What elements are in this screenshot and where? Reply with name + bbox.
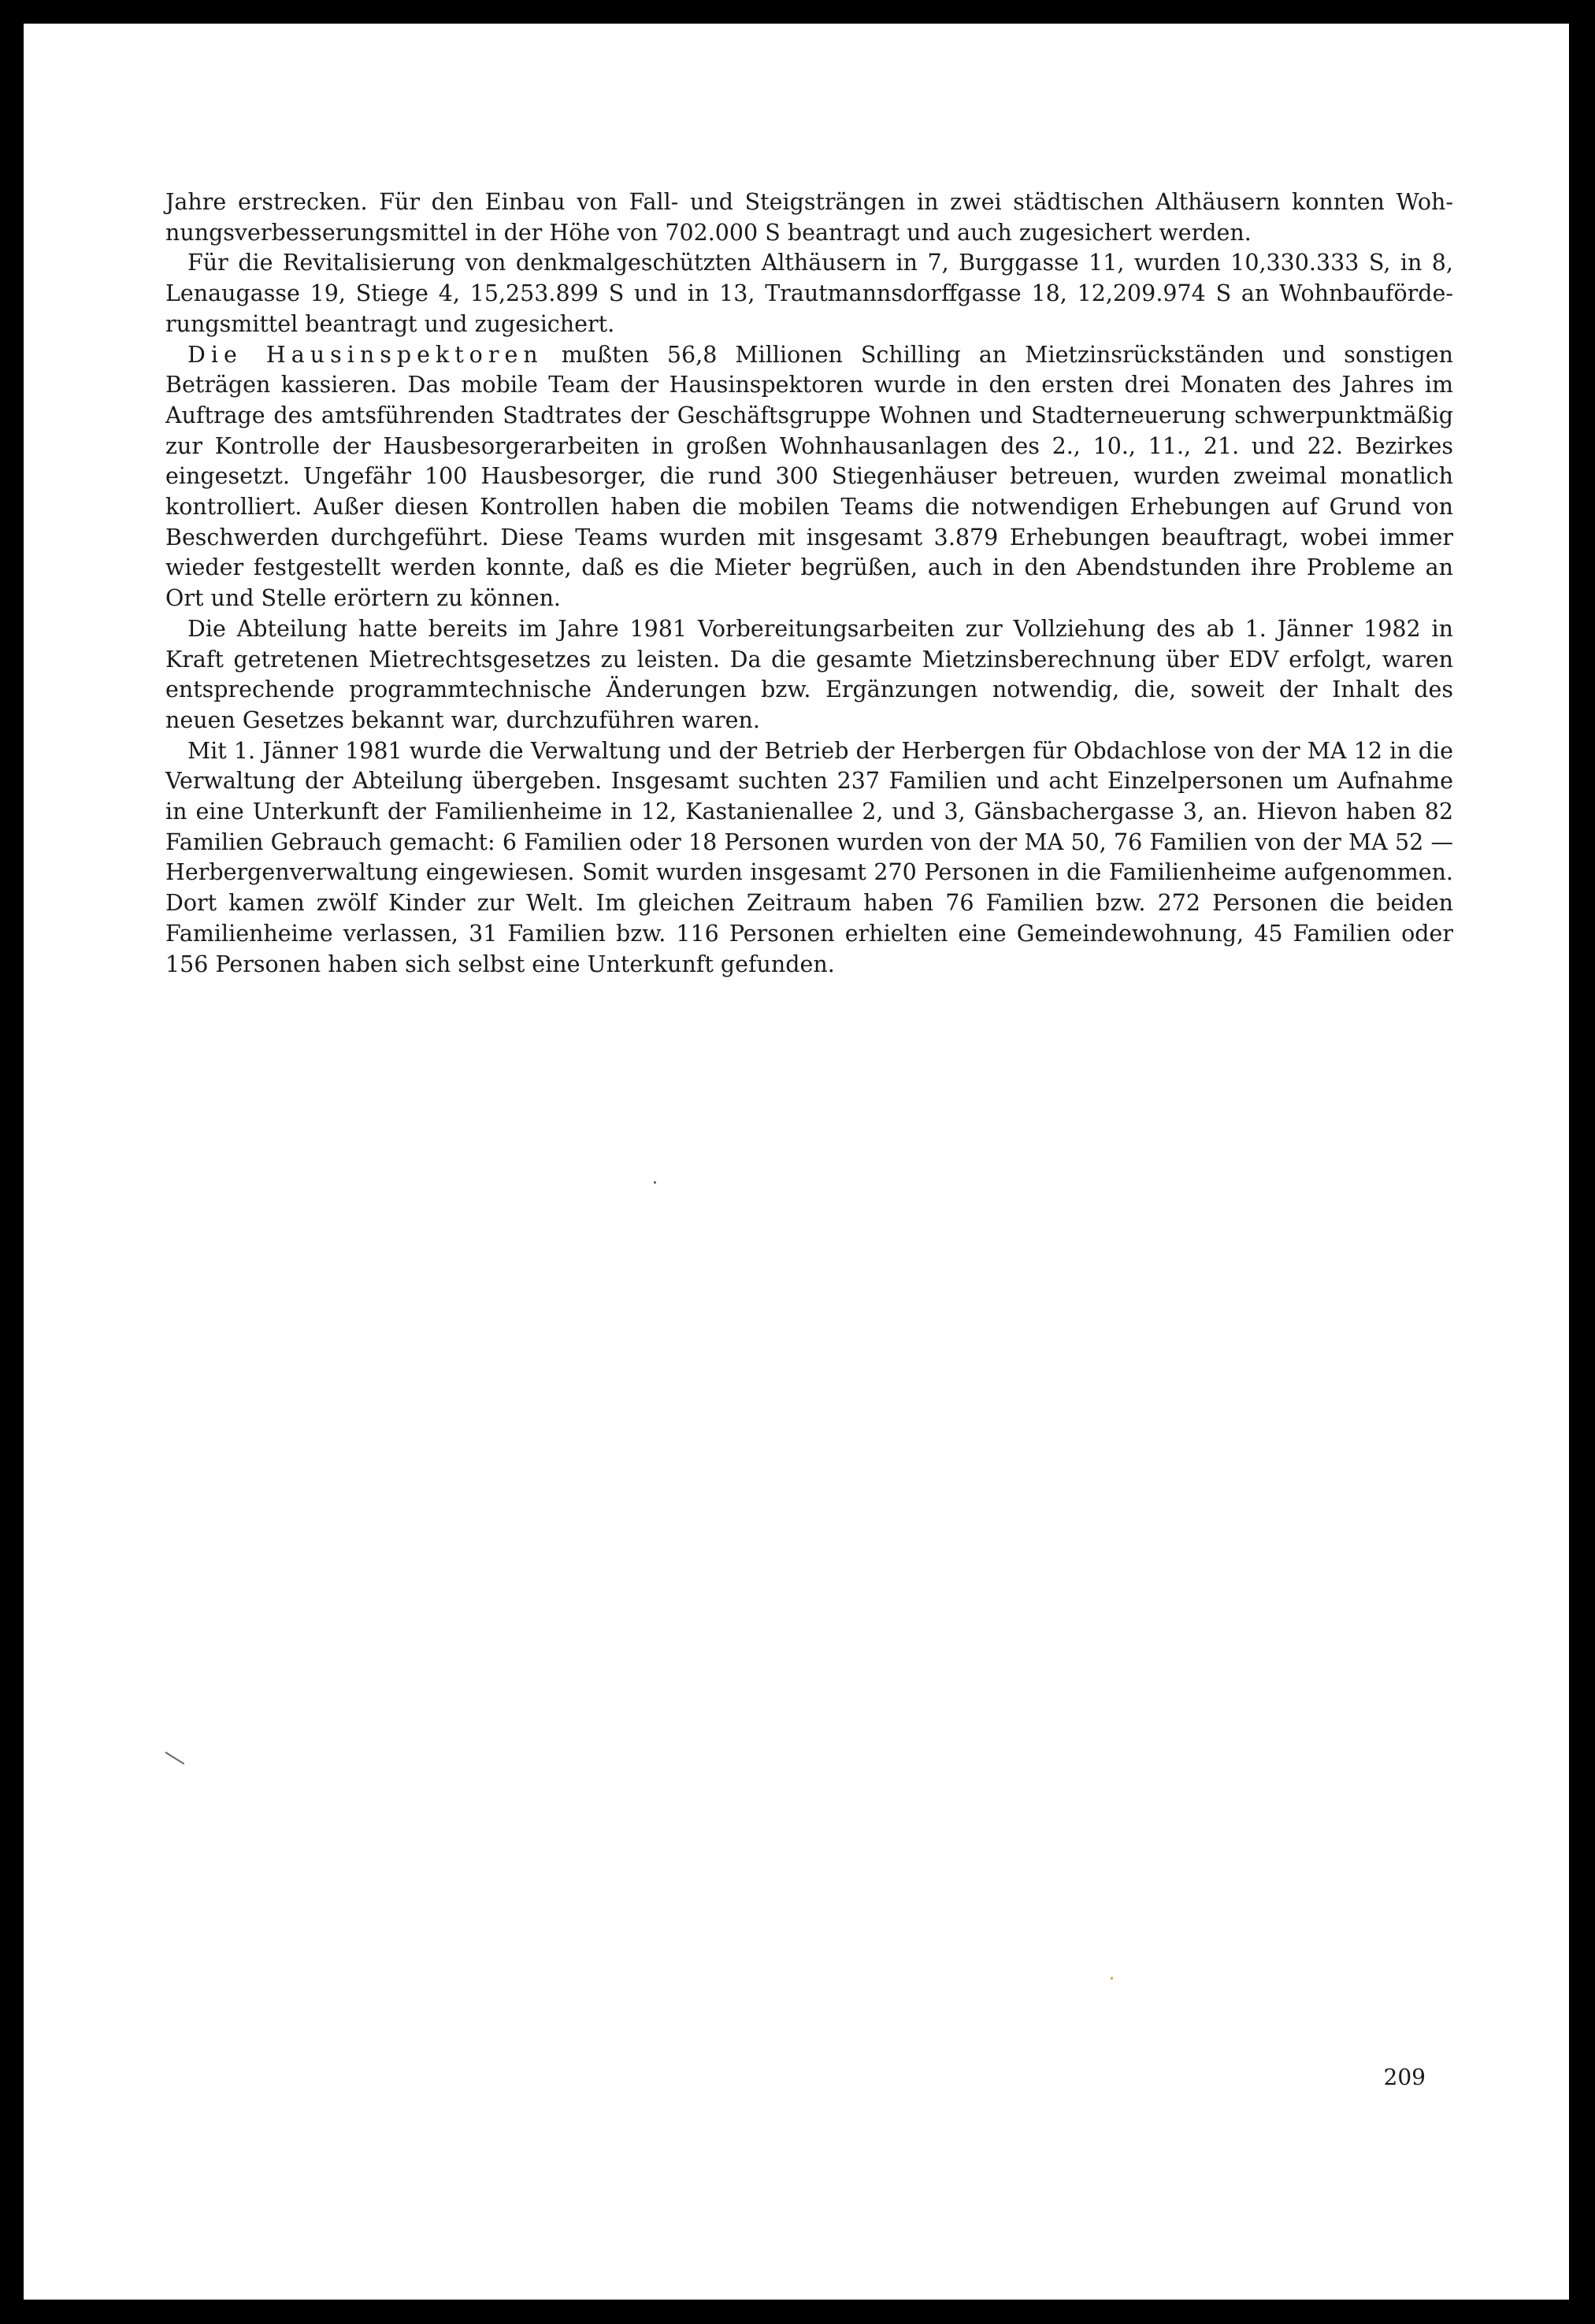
page-number: 209 [1383,2064,1426,2090]
body-text [165,187,1453,980]
paragraph-5: Mit 1. Jänner 1981 wurde die Verwaltung und der Betrieb der Herbergen für Obdachlose von der MA 12 in die Verwaltung der Abteilung übergeben. Insgesamt suchten 237 Familien und acht Einzelpersonen um Aufnahme in eine Unterkunft der Familienheime in 12, Kastanienallee 2, und 3, Gänsbachergasse 3, an. Hievon haben 82 Familien Gebrauch gemacht: 6 Familien oder 18 Personen wurden von der MA 50, 76 Familien von der MA 52 — Herbergenverwaltung eingewiesen. Somit wurden insgesamt 270 Personen in die Familienheime aufgenommen. Dort kamen zwölf Kinder zur Welt. Im gleichen Zeitraum haben 76 Familien bzw. 272 Personen die beiden Familienheime verlassen, 31 Familien bzw. 116 Personen erhielten eine Gemeindewohnung, 45 Familien oder 156 Personen haben sich selbst eine Unterkunft gefunden. [165,737,1453,977]
document-page [24,24,1569,2300]
paragraph-1: Jahre erstrecken. Für den Einbau von Fall- und Steigsträngen in zwei städtischen Althäusern konnten Wohnungsverbesserungsmittel in der Höhe von 702.000 S beantragt und auch zugesichert werden. [165,189,1453,246]
spaced-heading-hausinspektoren: Die Hausinspektoren [187,341,543,368]
paragraph-3-body: mußten 56,8 Millionen Schilling an Mietzinsrückständen und sonstigen Beträgen kassieren. Das mobile Team der Hausinspektoren wurde in den ersten drei Monaten des Jahres im Auftrage des amtsführenden Stadtrates der Geschäftsgruppe Wohnen und Stadterneuerung schwerpunktmäßig zur Kontrolle der Hausbesorgerarbeiten in großen Wohnhausanlagen des 2., 10., 11., 21. und 22. Bezirkes eingesetzt. Ungefähr 100 Hausbesorger, die rund 300 Stiegenhäuser betreuen, wurden zweimal monatlich kontrolliert. Außer diesen Kontrollen haben die mobilen Teams die notwendigen Erhebungen auf Grund von Beschwerden durchgeführt. Diese Teams wurden mit insgesamt 3.879 Erhebungen beauftragt, wobei immer wieder festgestellt werden konnte, daß es die Mieter begrüßen, auch in den Abendstunden ihre Probleme an Ort und Stelle erörtern zu können. [165,341,1453,612]
paragraph-3 [165,340,1453,614]
scan-stroke-mark [165,1751,184,1765]
paragraph-2: Für die Revitalisierung von denkmalgeschützten Althäusern in 7, Burggasse 11, wurden 10,330.333 S, in 8, Lenaugasse 19, Stiege 4, 15,253.899 S und in 13, Trautmannsdorffgasse 18, 12,209.974 S an Wohnbauförderungsmittel beantragt und zugesichert. [165,250,1453,337]
scan-speck [654,1181,656,1184]
scan-speck [1111,1977,1113,1980]
paragraph-4: Die Abteilung hatte bereits im Jahre 1981 Vorbereitungsarbeiten zur Vollziehung des ab 1. Jänner 1982 in Kraft getretenen Mietrechtsgesetzes zu leisten. Da die gesamte Mietzinsberechnung über EDV erfolgt, waren entsprechende programmtechnische Änderungen bzw. Ergänzungen notwendig, die, soweit der Inhalt des neuen Gesetzes bekannt war, durchzuführen waren. [165,615,1453,733]
